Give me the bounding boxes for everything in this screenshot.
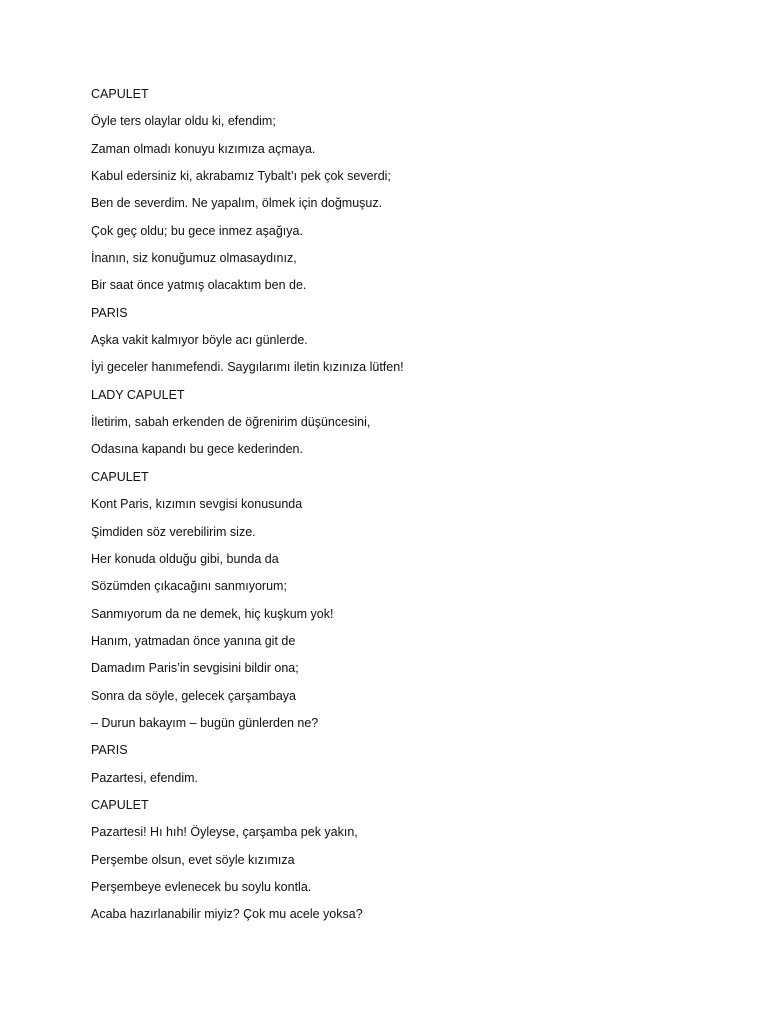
dialogue-line: İnanın, siz konuğumuz olmasaydınız, (91, 251, 297, 266)
script-text (91, 85, 711, 933)
dialogue-line: Öyle ters olaylar oldu ki, efendim; (91, 114, 276, 129)
speaker-name: PARIS (91, 743, 128, 758)
dialogue-line: Sözümden çıkacağını sanmıyorum; (91, 579, 287, 594)
dialogue-line: Şimdiden söz verebilirim size. (91, 524, 256, 539)
dialogue-line: Odasına kapandı bu gece kederinden. (91, 442, 303, 457)
dialogue-line: Sanmıyorum da ne demek, hiç kuşkum yok! (91, 606, 334, 621)
dialogue-line: İyi geceler hanımefendi. Saygılarımı iletin kızınıza lütfen! (91, 360, 404, 375)
dialogue-line: Bir saat önce yatmış olacaktım ben de. (91, 278, 307, 293)
dialogue-line: Perşembeye evlenecek bu soylu kontla. (91, 879, 312, 894)
speaker-name: LADY CAPULET (91, 387, 185, 402)
dialogue-line: Perşembe olsun, evet söyle kızımıza (91, 852, 295, 867)
dialogue-line: – Durun bakayım – bugün günlerden ne? (91, 715, 319, 730)
dialogue-line: Zaman olmadı konuyu kızımıza açmaya. (91, 141, 316, 156)
dialogue-line: Kont Paris, kızımın sevgisi konusunda (91, 497, 303, 512)
dialogue-line: Sonra da söyle, gelecek çarşambaya (91, 688, 296, 703)
dialogue-line: İletirim, sabah erkenden de öğrenirim düşüncesini, (91, 415, 371, 430)
dialogue-line: Ben de severdim. Ne yapalım, ölmek için doğmuşuz. (91, 196, 383, 211)
speaker-name: CAPULET (91, 469, 149, 484)
speaker-name: PARIS (91, 305, 128, 320)
dialogue-line: Acaba hazırlanabilir miyiz? Çok mu acele yoksa? (91, 907, 363, 922)
dialogue-line: Hanım, yatmadan önce yanına git de (91, 633, 296, 648)
speaker-name: CAPULET (91, 797, 149, 812)
dialogue-line: Pazartesi, efendim. (91, 770, 198, 785)
dialogue-line: Her konuda olduğu gibi, bunda da (91, 551, 279, 566)
dialogue-line: Aşka vakit kalmıyor böyle acı günlerde. (91, 333, 308, 348)
dialogue-line: Kabul edersiniz ki, akrabamız Tybalt’ı pek çok severdi; (91, 169, 391, 184)
dialogue-line: Pazartesi! Hı hıh! Öyleyse, çarşamba pek yakın, (91, 825, 358, 840)
speaker-name: CAPULET (91, 87, 149, 101)
dialogue-line: Çok geç oldu; bu gece inmez aşağıya. (91, 223, 303, 238)
dialogue-line: Damadım Paris’in sevgisini bildir ona; (91, 661, 299, 676)
